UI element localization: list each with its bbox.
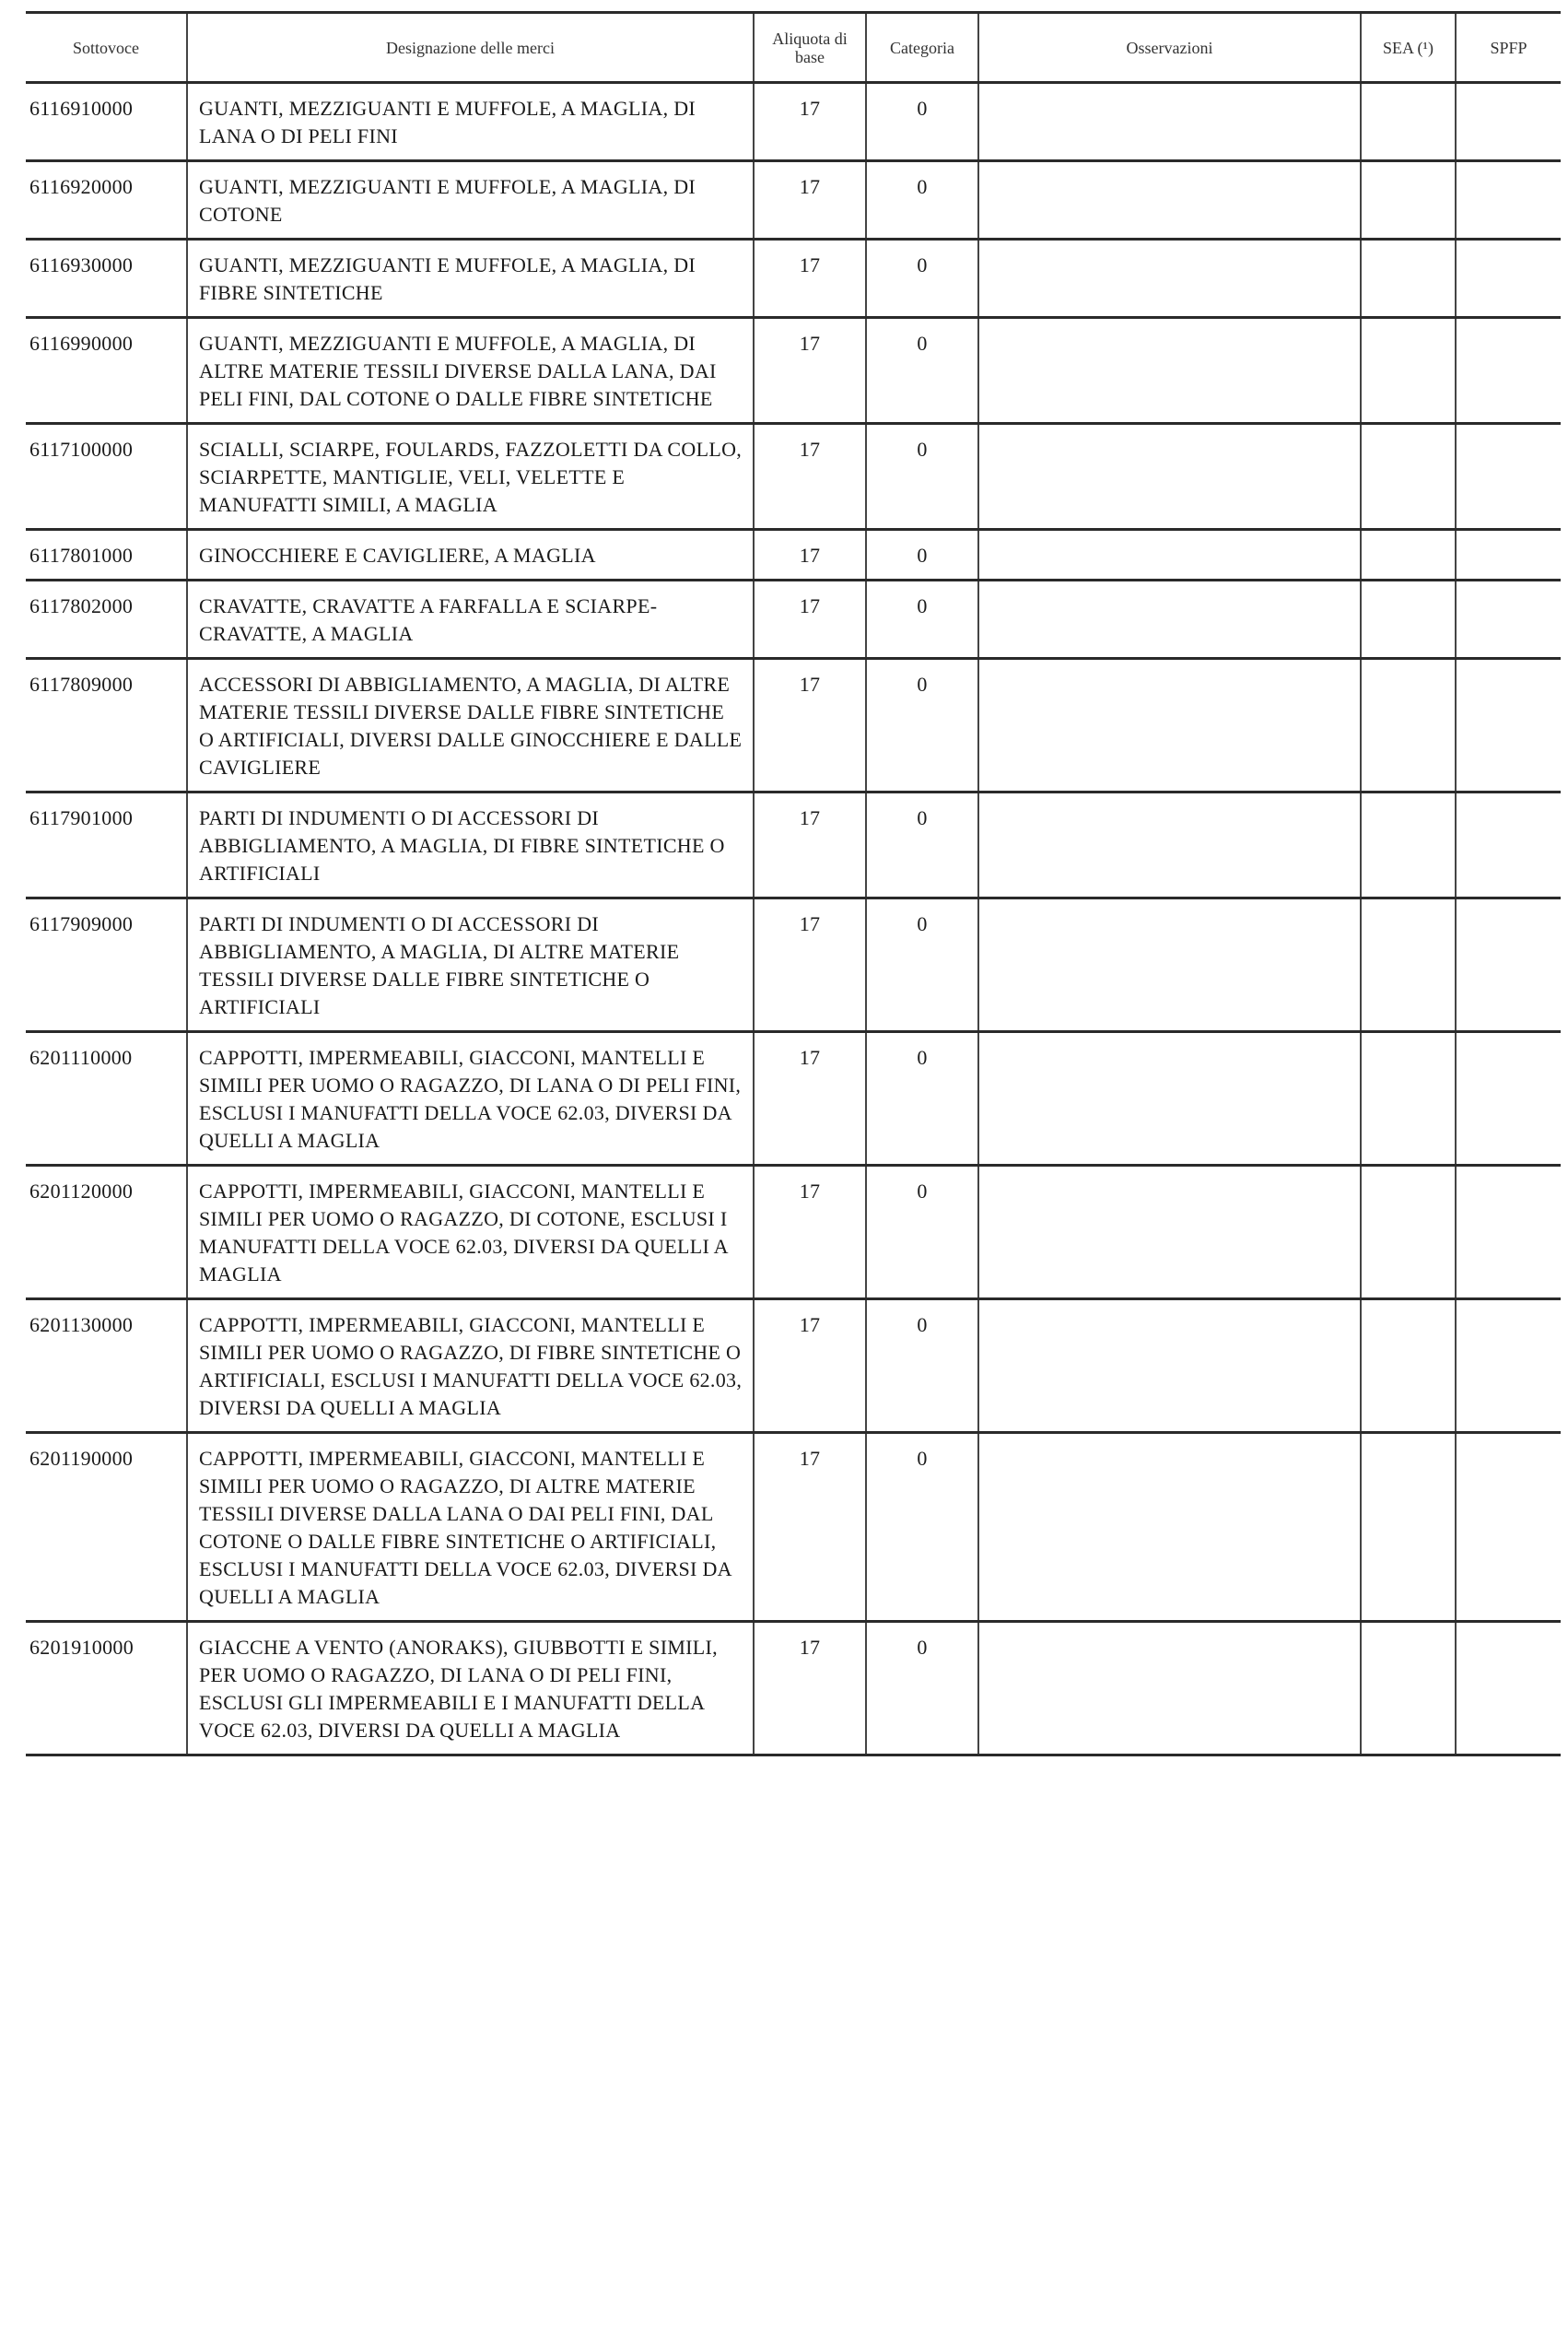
spfp-cell (1456, 792, 1561, 898)
table-row (26, 898, 1561, 1032)
table-row (26, 1622, 1561, 1755)
designazione-cell: GUANTI, MEZZIGUANTI E MUFFOLE, A MAGLIA, DI FIBRE SINTETICHE (187, 240, 754, 318)
osservazioni-cell (978, 1032, 1361, 1166)
categoria-cell: 0 (866, 161, 978, 240)
table-row (26, 581, 1561, 659)
aliquota-cell: 17 (754, 898, 866, 1032)
sottovoce-cell: 6117802000 (26, 581, 187, 659)
sottovoce-cell: 6116920000 (26, 161, 187, 240)
table-row (26, 1299, 1561, 1433)
sea-cell (1361, 898, 1456, 1032)
osservazioni-cell (978, 1622, 1361, 1755)
header-osservazioni: Osservazioni (978, 13, 1361, 83)
sottovoce-cell: 6201110000 (26, 1032, 187, 1166)
table-row (26, 659, 1561, 792)
aliquota-cell: 17 (754, 1299, 866, 1433)
spfp-cell (1456, 318, 1561, 424)
designazione-cell: CAPPOTTI, IMPERMEABILI, GIACCONI, MANTELLI E SIMILI PER UOMO O RAGAZZO, DI LANA O DI PELI FINI, ESCLUSI I MANUFATTI DELLA VOCE 62.03, DIVERSI DA QUELLI A MAGLIA (187, 1032, 754, 1166)
categoria-cell: 0 (866, 1622, 978, 1755)
categoria-cell: 0 (866, 898, 978, 1032)
categoria-cell: 0 (866, 530, 978, 581)
document-page (26, 11, 1561, 1756)
categoria-cell: 0 (866, 1433, 978, 1622)
sea-cell (1361, 1433, 1456, 1622)
categoria-cell: 0 (866, 240, 978, 318)
table-row (26, 792, 1561, 898)
sea-cell (1361, 83, 1456, 161)
aliquota-cell: 17 (754, 1433, 866, 1622)
sottovoce-cell: 6117901000 (26, 792, 187, 898)
osservazioni-cell (978, 318, 1361, 424)
table-row (26, 161, 1561, 240)
osservazioni-cell (978, 424, 1361, 530)
aliquota-cell: 17 (754, 240, 866, 318)
aliquota-cell: 17 (754, 161, 866, 240)
sottovoce-cell: 6201910000 (26, 1622, 187, 1755)
sea-cell (1361, 1166, 1456, 1299)
sottovoce-cell: 6116990000 (26, 318, 187, 424)
osservazioni-cell (978, 792, 1361, 898)
osservazioni-cell (978, 530, 1361, 581)
spfp-cell (1456, 581, 1561, 659)
spfp-cell (1456, 1433, 1561, 1622)
table-row (26, 1166, 1561, 1299)
aliquota-cell: 17 (754, 318, 866, 424)
table-row (26, 1032, 1561, 1166)
sottovoce-cell: 6117801000 (26, 530, 187, 581)
header-categoria: Categoria (866, 13, 978, 83)
spfp-cell (1456, 1299, 1561, 1433)
table-row (26, 240, 1561, 318)
aliquota-cell: 17 (754, 581, 866, 659)
sea-cell (1361, 792, 1456, 898)
designazione-cell: CAPPOTTI, IMPERMEABILI, GIACCONI, MANTELLI E SIMILI PER UOMO O RAGAZZO, DI COTONE, ESCLUSI I MANUFATTI DELLA VOCE 62.03, DIVERSI DA QUELLI A MAGLIA (187, 1166, 754, 1299)
sottovoce-cell: 6116910000 (26, 83, 187, 161)
table-row (26, 318, 1561, 424)
aliquota-cell: 17 (754, 424, 866, 530)
categoria-cell: 0 (866, 792, 978, 898)
sottovoce-cell: 6117100000 (26, 424, 187, 530)
categoria-cell: 0 (866, 1032, 978, 1166)
designazione-cell: SCIALLI, SCIARPE, FOULARDS, FAZZOLETTI DA COLLO, SCIARPETTE, MANTIGLIE, VELI, VELETTE E MANUFATTI SIMILI, A MAGLIA (187, 424, 754, 530)
spfp-cell (1456, 1622, 1561, 1755)
osservazioni-cell (978, 898, 1361, 1032)
designazione-cell: ACCESSORI DI ABBIGLIAMENTO, A MAGLIA, DI ALTRE MATERIE TESSILI DIVERSE DALLE FIBRE SINTETICHE O ARTIFICIALI, DIVERSI DALLE GINOCCHIERE E DALLE CAVIGLIERE (187, 659, 754, 792)
spfp-cell (1456, 1166, 1561, 1299)
sea-cell (1361, 318, 1456, 424)
sea-cell (1361, 424, 1456, 530)
osservazioni-cell (978, 659, 1361, 792)
sottovoce-cell: 6116930000 (26, 240, 187, 318)
aliquota-cell: 17 (754, 1166, 866, 1299)
osservazioni-cell (978, 240, 1361, 318)
spfp-cell (1456, 898, 1561, 1032)
header-sea: SEA (¹) (1361, 13, 1456, 83)
categoria-cell: 0 (866, 424, 978, 530)
designazione-cell: GINOCCHIERE E CAVIGLIERE, A MAGLIA (187, 530, 754, 581)
spfp-cell (1456, 240, 1561, 318)
osservazioni-cell (978, 83, 1361, 161)
aliquota-cell: 17 (754, 530, 866, 581)
designazione-cell: CRAVATTE, CRAVATTE A FARFALLA E SCIARPE-CRAVATTE, A MAGLIA (187, 581, 754, 659)
header-sottovoce: Sottovoce (26, 13, 187, 83)
osservazioni-cell (978, 161, 1361, 240)
sottovoce-cell: 6201130000 (26, 1299, 187, 1433)
designazione-cell: GUANTI, MEZZIGUANTI E MUFFOLE, A MAGLIA, DI COTONE (187, 161, 754, 240)
categoria-cell: 0 (866, 318, 978, 424)
table-row (26, 530, 1561, 581)
table-row (26, 83, 1561, 161)
aliquota-cell: 17 (754, 1032, 866, 1166)
sea-cell (1361, 161, 1456, 240)
header-row (26, 13, 1561, 83)
categoria-cell: 0 (866, 659, 978, 792)
table-row (26, 1433, 1561, 1622)
aliquota-cell: 17 (754, 1622, 866, 1755)
spfp-cell (1456, 530, 1561, 581)
sea-cell (1361, 1622, 1456, 1755)
sottovoce-cell: 6201120000 (26, 1166, 187, 1299)
osservazioni-cell (978, 1433, 1361, 1622)
table-row (26, 424, 1561, 530)
spfp-cell (1456, 424, 1561, 530)
designazione-cell: GUANTI, MEZZIGUANTI E MUFFOLE, A MAGLIA, DI ALTRE MATERIE TESSILI DIVERSE DALLA LANA, DAI PELI FINI, DAL COTONE O DALLE FIBRE SINTETICHE (187, 318, 754, 424)
designazione-cell: GUANTI, MEZZIGUANTI E MUFFOLE, A MAGLIA, DI LANA O DI PELI FINI (187, 83, 754, 161)
sea-cell (1361, 240, 1456, 318)
sea-cell (1361, 659, 1456, 792)
osservazioni-cell (978, 581, 1361, 659)
categoria-cell: 0 (866, 83, 978, 161)
osservazioni-cell (978, 1299, 1361, 1433)
header-spfp: SPFP (1456, 13, 1561, 83)
spfp-cell (1456, 83, 1561, 161)
designazione-cell: PARTI DI INDUMENTI O DI ACCESSORI DI ABBIGLIAMENTO, A MAGLIA, DI ALTRE MATERIE TESSILI DIVERSE DALLE FIBRE SINTETICHE O ARTIFICIALI (187, 898, 754, 1032)
categoria-cell: 0 (866, 1166, 978, 1299)
sottovoce-cell: 6201190000 (26, 1433, 187, 1622)
sottovoce-cell: 6117909000 (26, 898, 187, 1032)
categoria-cell: 0 (866, 1299, 978, 1433)
spfp-cell (1456, 659, 1561, 792)
sottovoce-cell: 6117809000 (26, 659, 187, 792)
sea-cell (1361, 1032, 1456, 1166)
header-designazione: Designazione delle merci (187, 13, 754, 83)
table-header (26, 13, 1561, 83)
categoria-cell: 0 (866, 581, 978, 659)
aliquota-cell: 17 (754, 659, 866, 792)
aliquota-cell: 17 (754, 792, 866, 898)
designazione-cell: CAPPOTTI, IMPERMEABILI, GIACCONI, MANTELLI E SIMILI PER UOMO O RAGAZZO, DI ALTRE MATERIE TESSILI DIVERSE DALLA LANA O DAI PELI FINI, DAL COTONE O DALLE FIBRE SINTETICHE O ARTIFICIALI, ESCLUSI I MANUFATTI DELLA VOCE 62.03, DIVERSI DA QUELLI A MAGLIA (187, 1433, 754, 1622)
designazione-cell: CAPPOTTI, IMPERMEABILI, GIACCONI, MANTELLI E SIMILI PER UOMO O RAGAZZO, DI FIBRE SINTETICHE O ARTIFICIALI, ESCLUSI I MANUFATTI DELLA VOCE 62.03, DIVERSI DA QUELLI A MAGLIA (187, 1299, 754, 1433)
designazione-cell: PARTI DI INDUMENTI O DI ACCESSORI DI ABBIGLIAMENTO, A MAGLIA, DI FIBRE SINTETICHE O ARTIFICIALI (187, 792, 754, 898)
osservazioni-cell (978, 1166, 1361, 1299)
designazione-cell: GIACCHE A VENTO (ANORAKS), GIUBBOTTI E SIMILI, PER UOMO O RAGAZZO, DI LANA O DI PELI FINI, ESCLUSI GLI IMPERMEABILI E I MANUFATTI DELLA VOCE 62.03, DIVERSI DA QUELLI A MAGLIA (187, 1622, 754, 1755)
table-body (26, 83, 1561, 1755)
spfp-cell (1456, 161, 1561, 240)
sea-cell (1361, 530, 1456, 581)
header-aliquota: Aliquota di base (754, 13, 866, 83)
sea-cell (1361, 1299, 1456, 1433)
aliquota-cell: 17 (754, 83, 866, 161)
sea-cell (1361, 581, 1456, 659)
spfp-cell (1456, 1032, 1561, 1166)
tariff-table (26, 11, 1561, 1756)
